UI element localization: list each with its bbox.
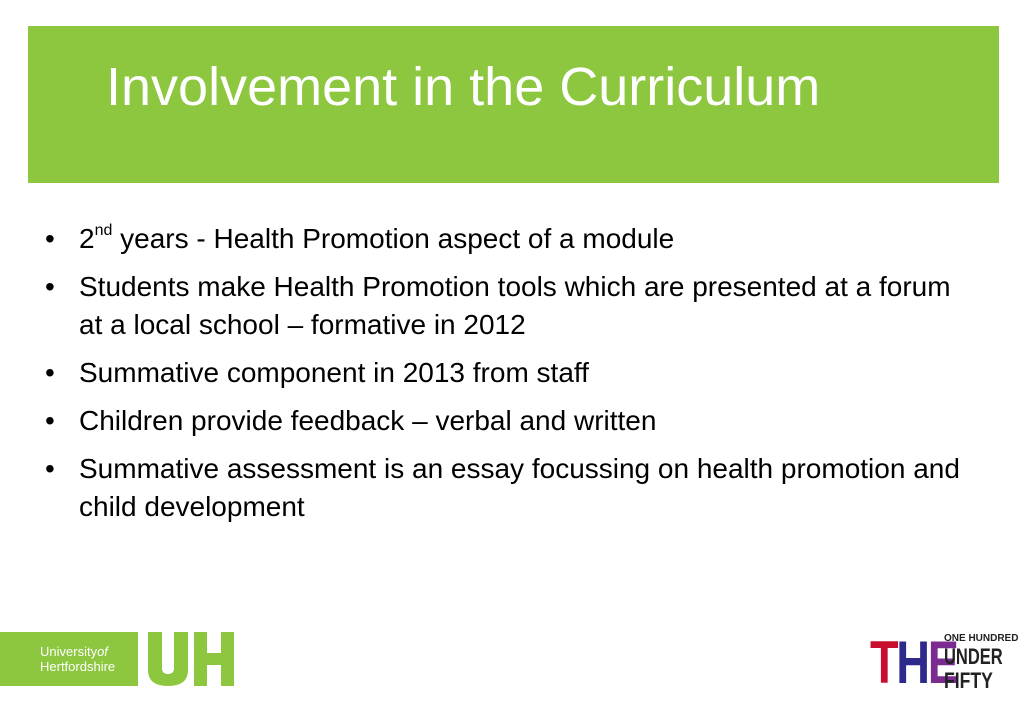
university-of-hertfordshire-logo: [0, 632, 240, 686]
the-letter-t: T: [870, 629, 897, 696]
slide-title: Involvement in the Curriculum: [106, 57, 821, 117]
uh-logo-text: [40, 644, 115, 674]
the-letter-e: E: [927, 629, 957, 696]
bullet-text: Summative component in 2013 from staff: [79, 357, 589, 388]
bullet-text: Summative assessment is an essay focussing on health promotion and child development: [79, 453, 960, 522]
bullet-item: [42, 402, 972, 440]
bullet-marker: •: [45, 271, 55, 302]
the-logo-line1: ONE HUNDRED: [944, 633, 1019, 644]
bullet-number: 2: [79, 223, 95, 254]
bullet-list: [42, 220, 972, 536]
bullet-item: [42, 268, 972, 344]
the-100-under-50-logo: [870, 629, 1019, 696]
the-letter-h: H: [896, 629, 928, 696]
bullet-item: [42, 450, 972, 526]
uh-logo-line1: University: [40, 644, 98, 659]
bullet-item: [42, 354, 972, 392]
uh-logo-line2: Hertfordshire: [40, 659, 116, 674]
title-banner: [28, 26, 999, 183]
bullet-item: [42, 220, 972, 258]
bullet-text: years - Health Promotion aspect of a module: [112, 223, 675, 254]
bullet-marker: •: [45, 357, 55, 388]
bullet-text: Students make Health Promotion tools which are presented at a forum at a local school – formative in 2012: [79, 271, 951, 340]
uh-monogram-icon: [146, 632, 236, 686]
bullet-text: Children provide feedback – verbal and written: [79, 405, 657, 436]
bullet-marker: •: [45, 405, 55, 436]
bullet-superscript: nd: [94, 221, 113, 239]
bullet-marker: •: [45, 223, 55, 254]
the-logo-line3: FIFTY: [944, 668, 993, 693]
the-logo-line2: UNDER: [944, 644, 1003, 669]
uh-logo-of: of: [97, 644, 108, 659]
bullet-marker: •: [45, 453, 55, 484]
uh-logo-panel: [0, 632, 138, 686]
the-logo-wordmark: [944, 632, 1019, 694]
